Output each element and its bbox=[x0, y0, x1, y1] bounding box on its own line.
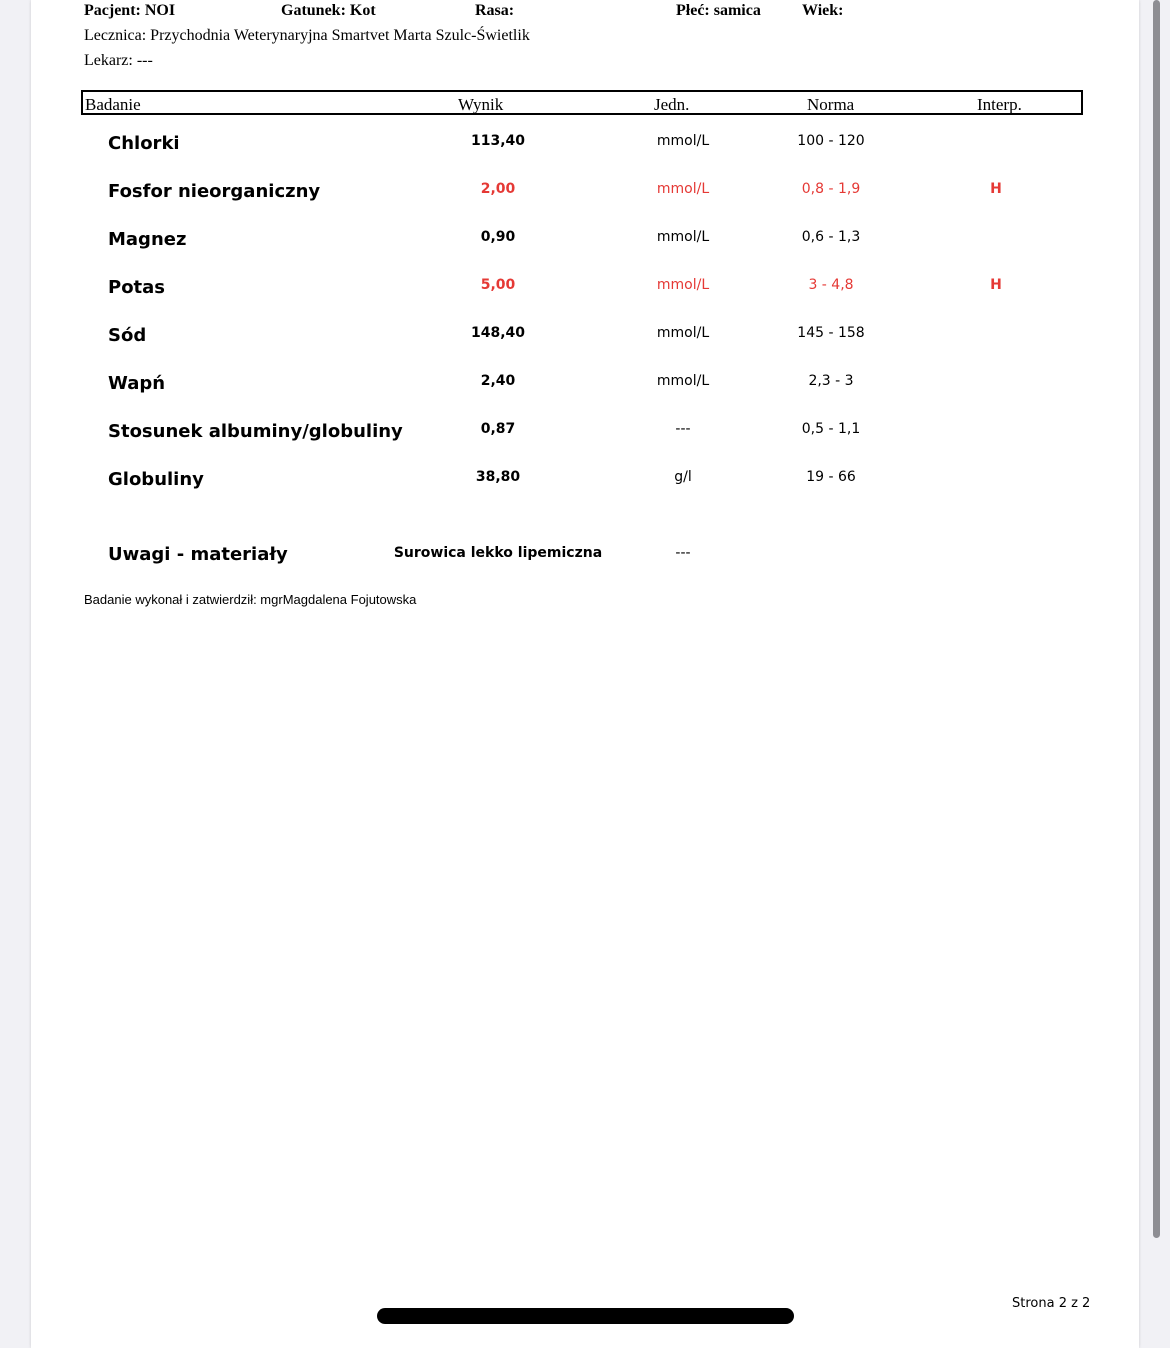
test-name: Globuliny bbox=[108, 469, 204, 490]
test-name: Wapń bbox=[108, 373, 166, 394]
test-result: 0,87 bbox=[480, 421, 516, 437]
column-header-unit: Jedn. bbox=[654, 95, 690, 114]
column-header-test: Badanie bbox=[85, 95, 141, 114]
test-name: Chlorki bbox=[108, 133, 180, 154]
test-norm: 2,3 - 3 bbox=[808, 373, 854, 389]
test-result: 2,40 bbox=[480, 373, 516, 389]
test-result: 113,40 bbox=[470, 133, 526, 149]
performed-by: Badanie wykonał i zatwierdził: mgrMagdalena Fojutowska bbox=[84, 592, 417, 607]
test-result: 5,00 bbox=[480, 277, 516, 293]
test-result: 148,40 bbox=[470, 325, 526, 341]
test-norm: 145 - 158 bbox=[797, 325, 865, 341]
column-header-result: Wynik bbox=[458, 95, 504, 114]
page-number: Strona 2 z 2 bbox=[1012, 1296, 1091, 1311]
remarks-unit: --- bbox=[675, 545, 691, 561]
test-name: Stosunek albuminy/globuliny bbox=[108, 421, 403, 442]
remarks-value: Surowica lekko lipemiczna bbox=[393, 545, 603, 561]
test-result: 0,90 bbox=[480, 229, 516, 245]
test-unit: mmol/L bbox=[656, 277, 710, 293]
scrollbar[interactable] bbox=[1153, 0, 1160, 1238]
clinic-name: Lecznica: Przychodnia Weterynaryjna Smartvet Marta Szulc-Świetlik bbox=[84, 27, 530, 44]
test-name: Magnez bbox=[108, 229, 187, 250]
test-norm: 19 - 66 bbox=[806, 469, 856, 485]
home-indicator[interactable] bbox=[377, 1308, 794, 1324]
test-interp: H bbox=[990, 277, 1002, 293]
test-interp: H bbox=[990, 181, 1002, 197]
test-unit: g/l bbox=[674, 469, 692, 485]
column-header-interp: Interp. bbox=[977, 95, 1022, 114]
test-norm: 3 - 4,8 bbox=[808, 277, 854, 293]
test-result: 38,80 bbox=[475, 469, 521, 485]
patient-age: Wiek: bbox=[802, 2, 844, 19]
patient-species: Gatunek: Kot bbox=[281, 2, 376, 19]
test-unit: mmol/L bbox=[656, 133, 710, 149]
test-norm: 0,6 - 1,3 bbox=[801, 229, 861, 245]
test-unit: --- bbox=[675, 421, 691, 437]
test-unit: mmol/L bbox=[656, 325, 710, 341]
test-name: Sód bbox=[108, 325, 147, 346]
test-unit: mmol/L bbox=[656, 229, 710, 245]
patient-sex: Płeć: samica bbox=[676, 2, 761, 19]
test-result: 2,00 bbox=[480, 181, 516, 197]
test-unit: mmol/L bbox=[656, 181, 710, 197]
test-name: Potas bbox=[108, 277, 166, 298]
column-header-norm: Norma bbox=[807, 95, 855, 114]
doctor-name: Lekarz: --- bbox=[84, 52, 153, 69]
results-table-header bbox=[81, 90, 1083, 115]
test-norm: 100 - 120 bbox=[797, 133, 865, 149]
test-norm: 0,8 - 1,9 bbox=[801, 181, 861, 197]
document-page bbox=[31, 0, 1139, 1348]
patient-name: Pacjent: NOI bbox=[84, 2, 176, 19]
test-unit: mmol/L bbox=[656, 373, 710, 389]
remarks-label: Uwagi - materiały bbox=[108, 544, 288, 565]
test-norm: 0,5 - 1,1 bbox=[801, 421, 861, 437]
patient-breed: Rasa: bbox=[475, 2, 515, 19]
test-name: Fosfor nieorganiczny bbox=[108, 181, 321, 202]
